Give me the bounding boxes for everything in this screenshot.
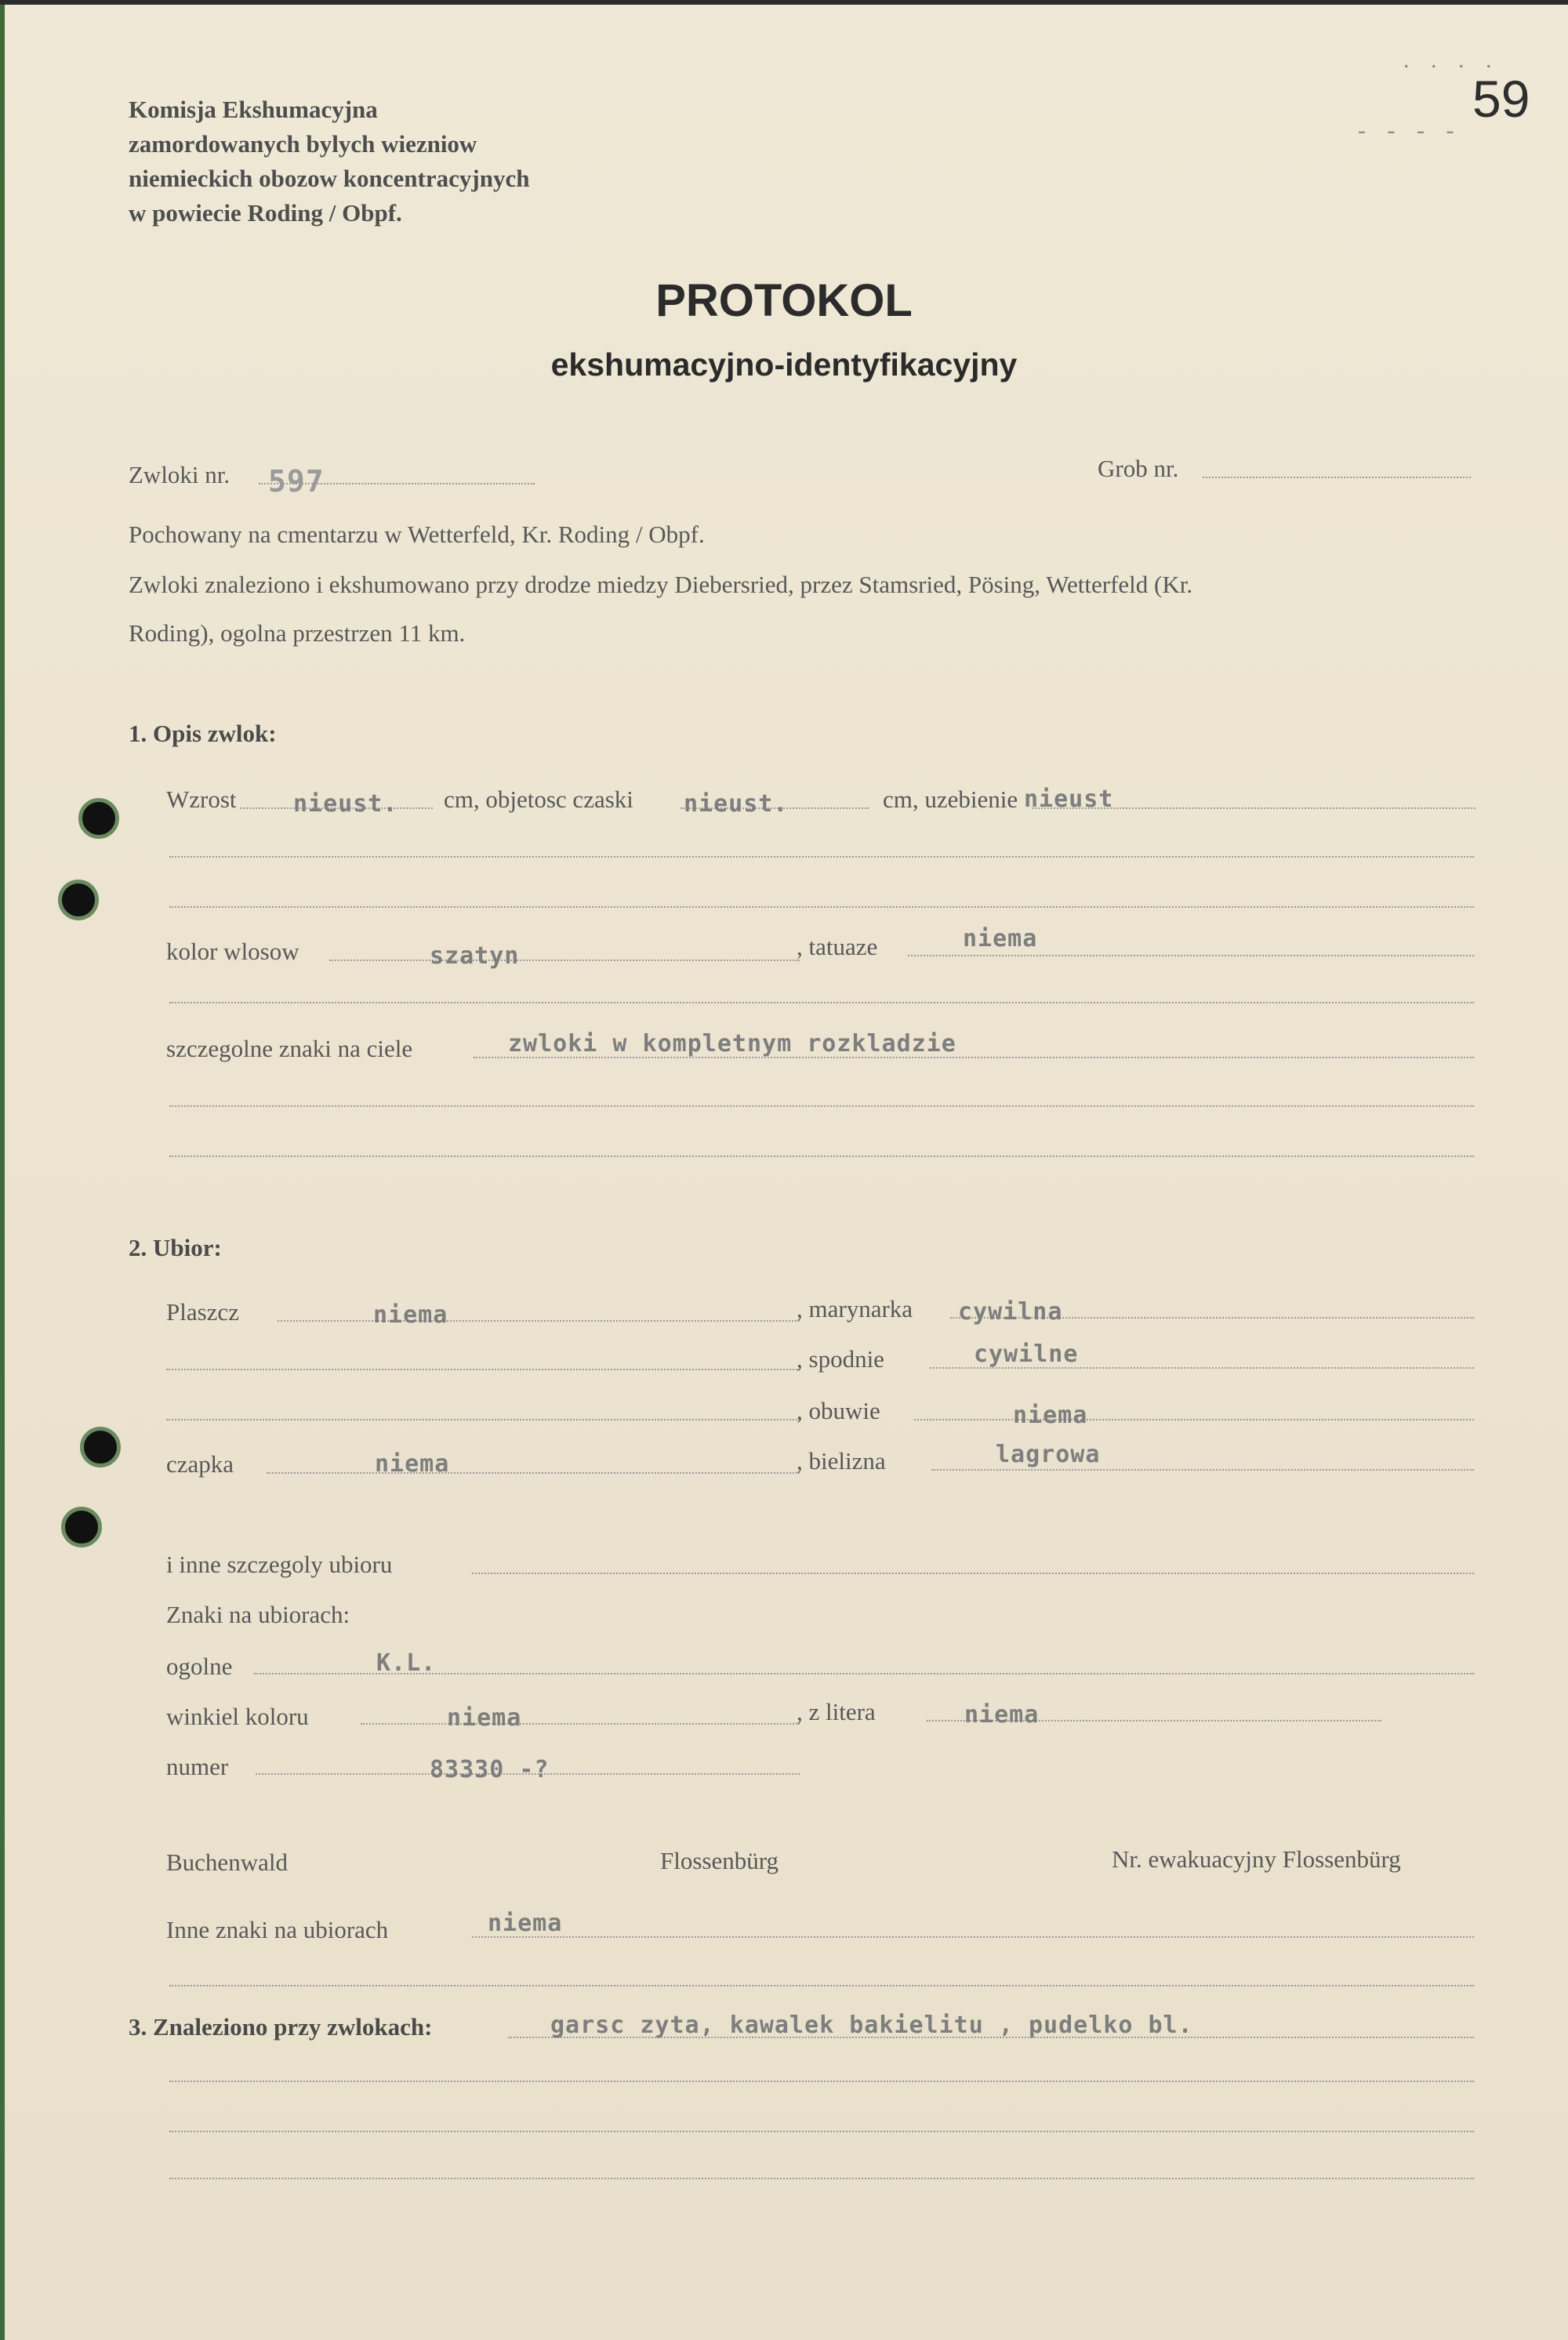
litera-value: niema: [964, 1701, 1040, 1729]
winkiel-line: [361, 1723, 800, 1725]
plaszcz-label: Plaszcz: [166, 1298, 239, 1326]
plaszcz-line: [278, 1320, 800, 1322]
znaleziono-value: garsc zyta, kawalek bakielitu , pudelko bl.: [550, 2012, 1193, 2039]
document-title: PROTOKOL: [655, 275, 913, 326]
blank-line: [169, 1002, 1474, 1003]
tatuaze-label: , tatuaze: [797, 933, 878, 960]
ogolne-label: ogolne: [166, 1653, 233, 1680]
inne-znaki-value: niema: [488, 1910, 563, 1937]
wzrost-value: nieust.: [293, 790, 398, 818]
header-line-4: w powiecie Roding / Obpf.: [129, 199, 402, 227]
grob-label: Grob nr.: [1098, 455, 1179, 482]
znaki-na-ubiorach-label: Znaki na ubiorach:: [166, 1601, 350, 1628]
inne-znaki-label: Inne znaki na ubiorach: [166, 1916, 389, 1943]
blank-line: [169, 856, 1474, 858]
obuwie-line: [914, 1419, 1474, 1420]
czapka-value: niema: [375, 1450, 450, 1478]
flossenburg-label: Flossenbürg: [660, 1847, 779, 1874]
header-line-3: niemieckich obozow koncentracyjnych: [129, 165, 530, 192]
kolor-value: szatyn: [430, 942, 520, 970]
blank-line: [169, 1105, 1474, 1107]
inne-szczegoly-label: i inne szczegoly ubioru: [166, 1551, 393, 1578]
inne-znaki-line: [472, 1936, 1474, 1938]
spodnie-label: , spodnie: [797, 1345, 884, 1373]
bielizna-label: , bielizna: [797, 1447, 886, 1475]
nr-ewakuacyjny-label: Nr. ewakuacyjny Flossenbürg: [1112, 1845, 1401, 1873]
obuwie-value: niema: [1013, 1402, 1088, 1429]
uzebienie-value: nieust: [1024, 785, 1114, 813]
grob-line: [1203, 477, 1471, 478]
ogolne-line: [254, 1673, 1474, 1674]
czapka-line: [267, 1472, 800, 1474]
punch-hole: [80, 1427, 121, 1467]
punch-hole: [78, 798, 119, 839]
zwloki-label: Zwloki nr.: [129, 461, 230, 488]
wzrost-label: Wzrost: [166, 785, 237, 813]
section-3-heading: 3. Znaleziono przy zwlokach:: [129, 2013, 433, 2041]
znaki-na-ciele-label: szczegolne znaki na ciele: [166, 1035, 413, 1062]
obuwie-label: , obuwie: [797, 1397, 880, 1424]
znaleziono-text-2: Roding), ogolna przestrzen 11 km.: [129, 619, 466, 647]
spodnie-value: cywilne: [974, 1341, 1079, 1368]
bielizna-value: lagrowa: [996, 1441, 1101, 1468]
kolor-line: [329, 960, 800, 961]
page-number: 59: [1472, 70, 1530, 128]
blank-line: [169, 906, 1474, 908]
marynarka-value: cywilna: [958, 1298, 1063, 1326]
czapka-label: czapka: [166, 1450, 234, 1478]
header-line-2: zamordowanych bylych wiezniow: [129, 130, 477, 158]
numer-label: numer: [166, 1753, 229, 1780]
zwloki-value: 597: [268, 464, 325, 499]
cm-objetosc-label: cm, objetosc czaski: [444, 785, 633, 813]
inne-szczegoly-line: [472, 1573, 1474, 1574]
kolor-label: kolor wlosow: [166, 938, 299, 965]
czaszka-value: nieust.: [684, 790, 789, 818]
blank-line: [166, 1419, 800, 1420]
cm-uzebienie-label: cm, uzebienie: [883, 785, 1018, 813]
blank-line: [169, 2178, 1474, 2179]
buchenwald-label: Buchenwald: [166, 1848, 288, 1876]
section-1-heading: 1. Opis zwlok:: [129, 720, 277, 747]
marynarka-label: , marynarka: [797, 1295, 913, 1322]
punch-hole: [61, 1507, 102, 1547]
plaszcz-value: niema: [373, 1301, 448, 1329]
page-edge-top: [0, 0, 1568, 5]
bielizna-line: [931, 1469, 1474, 1471]
header-line-1: Komisja Ekshumacyjna: [129, 96, 378, 123]
blank-line: [169, 1985, 1474, 1986]
document-subtitle: ekshumacyjno-identyfikacyjny: [550, 346, 1018, 383]
blank-line: [169, 1155, 1474, 1157]
litera-label: , z litera: [797, 1698, 876, 1725]
page-mark: - - - -: [1358, 118, 1462, 143]
ogolne-value: K.L.: [376, 1649, 437, 1677]
punch-hole: [58, 880, 99, 920]
blank-line: [169, 2131, 1474, 2132]
blank-line: [166, 1369, 800, 1370]
numer-value: 83330 -?: [430, 1756, 550, 1783]
blank-line: [169, 2081, 1474, 2082]
page-mark: . . . .: [1403, 47, 1500, 73]
winkiel-value: niema: [447, 1704, 522, 1732]
znaki-na-ciele-value: zwloki w kompletnym rozkladzie: [508, 1030, 956, 1058]
section-2-heading: 2. Ubior:: [129, 1234, 222, 1261]
tatuaze-line: [908, 955, 1474, 956]
winkiel-label: winkiel koloru: [166, 1703, 309, 1730]
tatuaze-value: niema: [963, 925, 1038, 952]
znaleziono-text-1: Zwloki znaleziono i ekshumowano przy drodze miedzy Diebersried, przez Stamsried, Pösing, Wetterfeld (Kr.: [129, 571, 1193, 598]
pochowany-text: Pochowany na cmentarzu w Wetterfeld, Kr. Roding / Obpf.: [129, 521, 705, 548]
